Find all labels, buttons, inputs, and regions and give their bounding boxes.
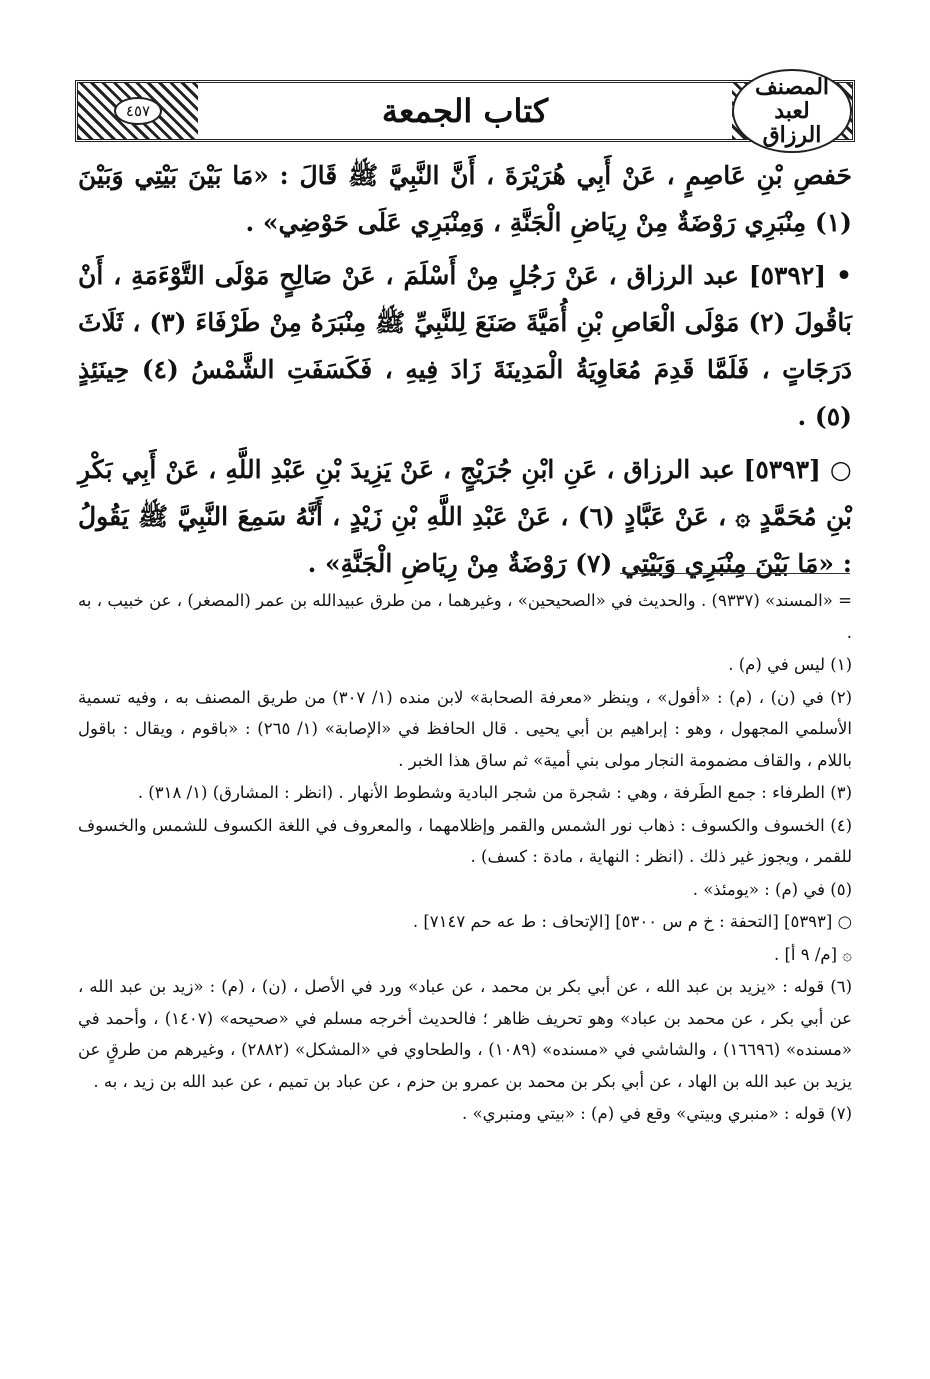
book-mark-ornament <box>732 73 852 149</box>
footnote: ۞ [م/ ٩ أ] . <box>773 944 852 964</box>
hadith-paragraph: ○ [٥٣٩٣] عبد الرزاق ، عَنِ ابْنِ جُرَيْجٍ ، عَنْ يَزِيدَ بْنِ عَبْدِ اللَّهِ ، عَنْ أَبِي بَكْرِ بْنِ مُحَمَّدٍ ۞ ، عَنْ عَبَّادٍ (٦) ، عَنْ عَبْدِ اللَّهِ بْنِ زَيْدٍ ، أَنَّهُ سَمِعَ النَّبِيَّ ﷺ يَقُولُ : «مَا بَيْنَ مِنْبَرِي وَبَيْتِي (٧) رَوْضَةٌ مِنْ رِيَاضِ الْجَنَّةِ» . <box>78 455 852 578</box>
page-number-ornament <box>78 83 198 139</box>
footnote: (٢) في (ن) ، (م) : «أفول» ، وينظر «معرفة الصحابة» لابن منده (١/ ٣٠٧) من طريق المصنف به ، وفيه تسمية الأسلمي المجهول ، وهو : إبراهيم بن أبي يحيى . قال الحافظ في «الإصابة» (١/ ٢٦٥) : «باقوم ، ويقال : باقول باللام ، والقاف مضمومة النجار مولى بني أمية» ثم ساق هذا الخبر . <box>78 687 853 770</box>
footnote-divider <box>620 573 850 574</box>
footnote: (٥) في (م) : «يومئذ» . <box>692 879 852 899</box>
chapter-title: كتاب الجمعة <box>381 92 549 130</box>
footnote: = «المسند» (٩٣٣٧) . والحديث في «الصحيحين» ، وغيرهما ، من طرق عبيدالله بن عمر (المصغر) ، عن خبيب ، به . <box>78 591 853 642</box>
footnote: (٦) قوله : «يزيد بن عبد الله ، عن أبي بكر بن محمد ، عن عباد» ورد في الأصل ، (ن) ، (م) : «زيد بن عبد الله ، عن أبي بكر ، عن محمد بن عباد» وهو تحريف ظاهر ؛ فالحديث أخرجه مسلم في «صحيحه» (١٤٠٧) ، وأحمد في «مسنده» (١٦٦٩٦) ، والشاشي في «مسنده» (١٠٨٩) ، والطحاوي في «المشكل» (٢٨٨٢) ، وغيرهم من طرقٍ عن يزيد بن عبد الله بن الهاد ، عن أبي بكر بن محمد بن عمرو بن حزم ، عن عباد بن تميم ، عن عبد الله بن زيد ، به . <box>78 977 853 1091</box>
book-mark: المصنف لعبد الرزاق <box>732 69 852 154</box>
footnote: (١) ليس في (م) . <box>728 655 852 674</box>
page-number: ٤٥٧ <box>114 97 162 126</box>
footnote: ○ [٥٣٩٣] [التحفة : خ م س ٥٣٠٠] [الإتحاف : ط عه حم ٧١٤٧] . <box>412 912 852 931</box>
footnote: (٧) قوله : «منبري وبيتي» وقع في (م) : «بيتي ومنبري» . <box>461 1104 852 1123</box>
page-header <box>75 73 855 149</box>
hadith-paragraph: • [٥٣٩٢] عبد الرزاق ، عَنْ رَجُلٍ مِنْ أَسْلَمَ ، عَنْ صَالِحٍ مَوْلَى التَّوْءَمَةِ ، أَنْ بَاقُولَ (٢) مَوْلَى الْعَاصِ بْنِ أُمَيَّةَ صَنَعَ لِلنَّبِيِّ ﷺ مِنْبَرَهُ مِنْ طَرْفَاءَ (٣) ، ثَلَاثَ دَرَجَاتٍ ، فَلَمَّا قَدِمَ مُعَاوِيَةُ الْمَدِينَةَ زَادَ فِيهِ ، فَكَسَفَتِ الشَّمْسُ (٤) حِينَئِذٍ (٥) . <box>78 261 852 431</box>
footnotes <box>78 585 852 1131</box>
footnote: (٣) الطرفاء : جمع الطَرفة ، وهي : شجرة من شجر البادية وشطوط الأنهار . (انظر : المشارق) (١/ ٣١٨) . <box>137 783 852 802</box>
footnote: (٤) الخسوف والكسوف : ذهاب نور الشمس والقمر وإظلامهما ، والمعروف في اللغة الكسوف للشمس والخسوف للقمر ، ويجوز غير ذلك . (انظر : النهاية ، مادة : كسف) . <box>78 815 852 866</box>
main-text <box>78 152 852 593</box>
hadith-paragraph: حَفصِ بْنِ عَاصِمٍ ، عَنْ أَبِي هُرَيْرَةَ ، أَنَّ النَّبِيَّ ﷺ قَالَ : «مَا بَيْنَ بَيْتِي وَبَيْنَ (١) مِنْبَرِي رَوْضَةٌ مِنْ رِيَاضِ الْجَنَّةِ ، وَمِنْبَرِي عَلَى حَوْضِي» . <box>78 161 852 237</box>
